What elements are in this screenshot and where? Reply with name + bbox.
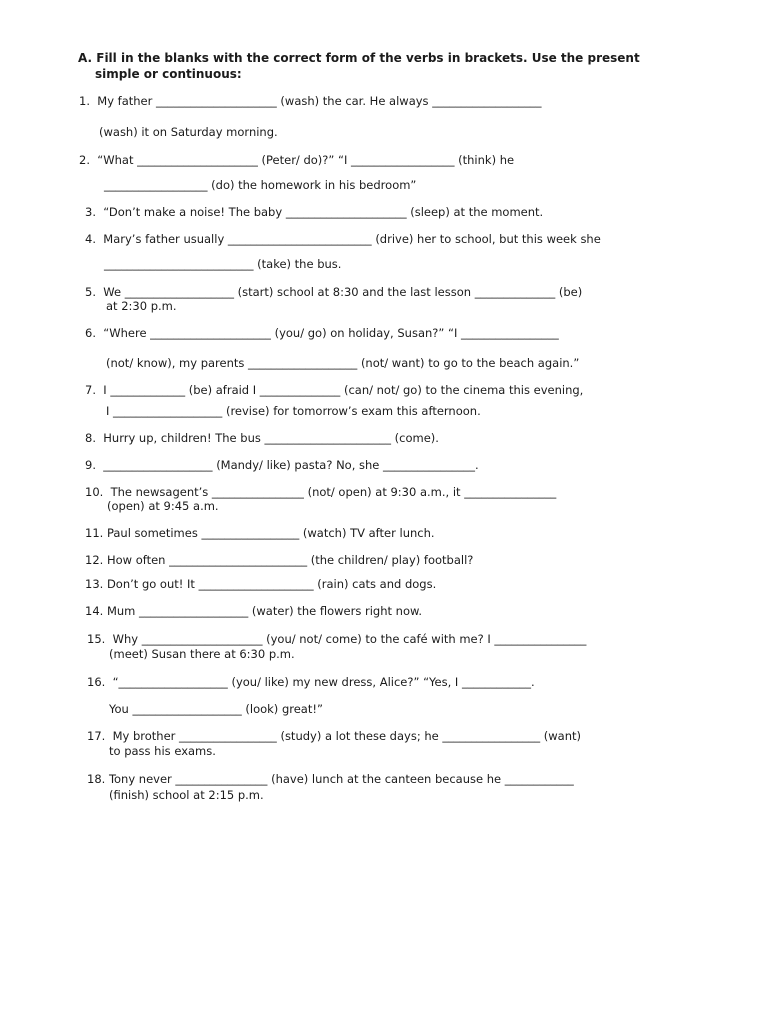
exercise-line: 18. Tony never ________________ (have) lunch at the canteen because he ____________: [87, 772, 574, 786]
exercise-line: (meet) Susan there at 6:30 p.m.: [109, 647, 295, 661]
exercise-line: 1. My father _____________________ (wash) the car. He always ___________________: [79, 94, 542, 108]
exercise-line: 13. Don’t go out! It ____________________ (rain) cats and dogs.: [85, 577, 437, 591]
exercise-line: 15. Why _____________________ (you/ not/ come) to the café with me? I ________________: [87, 632, 587, 646]
exercise-line: (not/ know), my parents ___________________ (not/ want) to go to the beach again.”: [106, 356, 580, 370]
exercise-line: __________________________ (take) the bus.: [104, 257, 342, 271]
instructions-line-2: simple or continuous:: [95, 67, 242, 81]
exercise-instructions: [78, 50, 678, 82]
exercise-line: 8. Hurry up, children! The bus ______________________ (come).: [85, 431, 439, 445]
exercise-line: at 2:30 p.m.: [106, 299, 177, 313]
exercise-line: 9. ___________________ (Mandy/ like) pasta? No, she ________________.: [85, 458, 479, 472]
exercise-line: 3. “Don’t make a noise! The baby _____________________ (sleep) at the moment.: [85, 205, 544, 219]
exercise-line: 12. How often ________________________ (the children/ play) football?: [85, 553, 474, 567]
exercise-line: 14. Mum ___________________ (water) the flowers right now.: [85, 604, 422, 618]
exercise-line: 6. “Where _____________________ (you/ go) on holiday, Susan?” “I _________________: [85, 326, 559, 340]
exercise-line: (finish) school at 2:15 p.m.: [109, 788, 264, 802]
exercise-line: 2. “What _____________________ (Peter/ do)?” “I __________________ (think) he: [79, 153, 515, 167]
exercise-line: __________________ (do) the homework in his bedroom”: [104, 178, 417, 192]
exercise-line: 4. Mary’s father usually _________________________ (drive) her to school, but this week she: [85, 232, 601, 246]
exercise-line: 16. “___________________ (you/ like) my new dress, Alice?” “Yes, I ____________.: [87, 675, 535, 689]
exercise-line: 11. Paul sometimes _________________ (watch) TV after lunch.: [85, 526, 435, 540]
exercise-line: (wash) it on Saturday morning.: [99, 125, 278, 139]
instructions-line-1: A. Fill in the blanks with the correct form of the verbs in brackets. Use the present: [78, 51, 640, 65]
exercise-line: to pass his exams.: [109, 744, 216, 758]
exercise-line: (open) at 9:45 a.m.: [107, 499, 219, 513]
exercise-line: I ___________________ (revise) for tomorrow’s exam this afternoon.: [106, 404, 481, 418]
exercise-line: You ___________________ (look) great!”: [109, 702, 323, 716]
exercise-line: 17. My brother _________________ (study) a lot these days; he _________________ (want): [87, 729, 581, 743]
exercise-line: 7. I _____________ (be) afraid I ______________ (can/ not/ go) to the cinema this evening,: [85, 383, 584, 397]
exercise-line: 5. We ___________________ (start) school at 8:30 and the last lesson ______________ (be): [85, 285, 583, 299]
exercise-line: 10. The newsagent’s ________________ (not/ open) at 9:30 a.m., it ________________: [85, 485, 557, 499]
